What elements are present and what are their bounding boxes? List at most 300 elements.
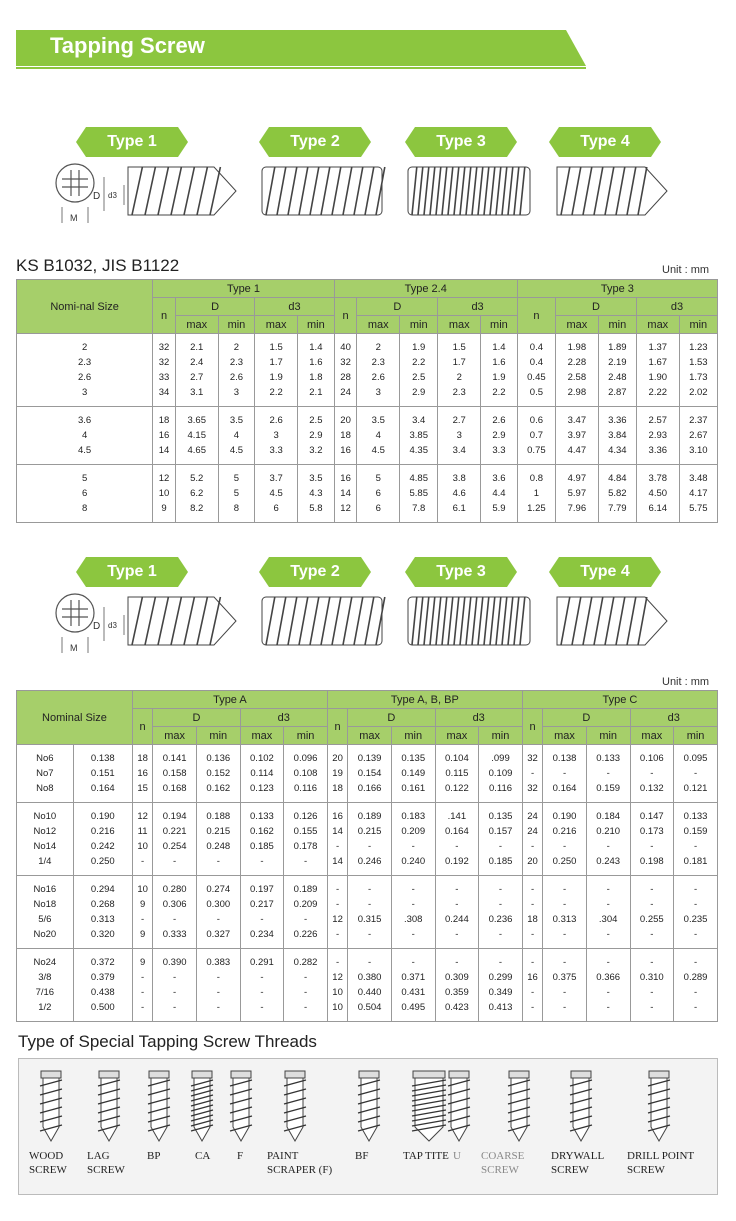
table-cell: - <box>543 985 587 1000</box>
table-cell: 0.217 <box>240 897 284 912</box>
table-cell: 0.274 <box>196 876 240 898</box>
table-cell: 0.114 <box>240 766 284 781</box>
table-cell: 3.78 <box>636 465 679 487</box>
thread-11-icon <box>570 1071 592 1141</box>
table-cell: 4.47 <box>556 443 599 465</box>
table-cell: - <box>240 985 284 1000</box>
table-cell: 2.93 <box>636 428 679 443</box>
d-header: D <box>175 298 254 316</box>
table-cell: 8 <box>17 501 153 523</box>
table-cell: 9 <box>153 501 176 523</box>
table-cell: 4.85 <box>400 465 438 487</box>
table-cell: 0.109 <box>479 766 523 781</box>
table-row <box>17 428 718 443</box>
table-cell: 2.02 <box>679 385 717 407</box>
table-row <box>17 876 718 898</box>
table-cell: - <box>543 766 587 781</box>
table-cell: 0.327 <box>196 927 240 949</box>
thread-label-line2: SCREW <box>87 1164 125 1176</box>
table-cell: 0.440 <box>348 985 392 1000</box>
table-cell: - <box>435 839 479 854</box>
group-header-3: Type 3 <box>517 280 717 298</box>
table-cell: 0.194 <box>153 803 197 825</box>
table-cell: 20 <box>327 745 347 767</box>
thread-label-9 <box>453 1149 461 1163</box>
table-cell: 0.215 <box>348 824 392 839</box>
table-cell: No12 <box>17 824 74 839</box>
table-cell: 2.3 <box>438 385 481 407</box>
table-cell: - <box>348 876 392 898</box>
table-cell: 0.250 <box>543 854 587 876</box>
table-cell: 4.5 <box>357 443 400 465</box>
table-cell: 1.5 <box>255 334 298 356</box>
table-cell: 1.7 <box>255 355 298 370</box>
table-cell: 0.102 <box>240 745 284 767</box>
table-cell: 0.300 <box>196 897 240 912</box>
table-cell: - <box>479 927 523 949</box>
table-cell: 16 <box>334 443 357 465</box>
table-cell: - <box>522 1000 542 1022</box>
table-cell: 0.138 <box>543 745 587 767</box>
table-cell: 0.133 <box>240 803 284 825</box>
table-cell: - <box>284 985 328 1000</box>
table-row <box>17 970 718 985</box>
table-cell: 1.37 <box>636 334 679 356</box>
thread-label-line1: BF <box>355 1150 369 1162</box>
table-cell: - <box>543 927 587 949</box>
table-row <box>17 407 718 429</box>
table-cell: - <box>391 839 435 854</box>
table-cell: 2.22 <box>636 385 679 407</box>
n-header: n <box>327 709 347 745</box>
table-cell: 4 <box>218 428 255 443</box>
table-cell: 16 <box>327 803 347 825</box>
table-cell: - <box>240 1000 284 1022</box>
table-row <box>17 985 718 1000</box>
table-cell: 3.85 <box>400 428 438 443</box>
d-header: D <box>556 298 637 316</box>
table-cell: 18 <box>522 912 542 927</box>
table-cell: 0.115 <box>435 766 479 781</box>
table-cell: - <box>479 876 523 898</box>
type-1-label: Type 1 <box>107 563 157 580</box>
table-cell: 14 <box>334 486 357 501</box>
table-cell: 3.6 <box>17 407 153 429</box>
dim-d3-label: d3 <box>108 621 117 630</box>
table-cell: 5.2 <box>175 465 218 487</box>
table-cell: 0.243 <box>586 854 630 876</box>
table-cell: 0.108 <box>284 766 328 781</box>
table-cell: 0.209 <box>284 897 328 912</box>
table-cell: 9 <box>132 927 152 949</box>
table-cell: 5.82 <box>598 486 636 501</box>
table-cell: - <box>348 949 392 971</box>
min-header: min <box>586 727 630 745</box>
table-cell: 0.095 <box>674 745 718 767</box>
thread-label-6 <box>267 1149 332 1177</box>
max-header: max <box>630 727 674 745</box>
table-cell: 18 <box>327 781 347 803</box>
table-cell: 3 <box>17 385 153 407</box>
table-cell: 2.19 <box>598 355 636 370</box>
thread-label-line1: TAP TITE <box>403 1150 449 1162</box>
table-row <box>17 465 718 487</box>
d-header: D <box>357 298 438 316</box>
table-cell: 6.14 <box>636 501 679 523</box>
table-cell: 3.47 <box>556 407 599 429</box>
table-cell: 12 <box>327 970 347 985</box>
table-cell: 16 <box>334 465 357 487</box>
table-cell: 2.3 <box>218 355 255 370</box>
table-cell: 0.192 <box>435 854 479 876</box>
table-cell: - <box>391 876 435 898</box>
screw-type-2-icon <box>262 167 385 215</box>
thread-label-12 <box>627 1149 694 1177</box>
table-cell: - <box>543 876 587 898</box>
table-cell: 1.4 <box>298 334 335 356</box>
table-cell: No7 <box>17 766 74 781</box>
table-cell: 0.116 <box>479 781 523 803</box>
table-cell: 0.366 <box>586 970 630 985</box>
thread-5-icon <box>230 1071 252 1141</box>
thread-label-5 <box>237 1149 243 1163</box>
thread-illustrations <box>19 1059 717 1149</box>
table-cell: 10 <box>132 839 152 854</box>
table-cell: 2 <box>357 334 400 356</box>
table-cell: 0.155 <box>284 824 328 839</box>
table-cell: 34 <box>153 385 176 407</box>
table-row <box>17 1000 718 1022</box>
thread-10-icon <box>508 1071 530 1141</box>
table-cell: 1.98 <box>556 334 599 356</box>
table-cell: 4 <box>17 428 153 443</box>
thread-label-line1: PAINT <box>267 1150 299 1162</box>
table-cell: 4.5 <box>17 443 153 465</box>
table-cell: 32 <box>522 781 542 803</box>
table-cell: 7.79 <box>598 501 636 523</box>
thread-8-icon <box>412 1071 446 1141</box>
table-cell: - <box>153 985 197 1000</box>
table-cell: 14 <box>327 824 347 839</box>
max-header: max <box>240 727 284 745</box>
table-cell: 18 <box>153 407 176 429</box>
table-cell: 2.4 <box>175 355 218 370</box>
table-cell: 33 <box>153 370 176 385</box>
table-cell: 3.8 <box>438 465 481 487</box>
table-cell: 5.85 <box>400 486 438 501</box>
table-cell: 0.096 <box>284 745 328 767</box>
d3-header: d3 <box>240 709 327 727</box>
table-cell: - <box>479 839 523 854</box>
thread-label-line1: LAG <box>87 1150 110 1162</box>
n-header: n <box>334 298 357 334</box>
table-cell: 0.173 <box>630 824 674 839</box>
table-cell: 12 <box>153 465 176 487</box>
table-cell: 0.149 <box>391 766 435 781</box>
table-row <box>17 803 718 825</box>
table-row <box>17 385 718 407</box>
table-cell: - <box>153 854 197 876</box>
standard-title: KS B1032, JIS B1122 <box>16 256 180 275</box>
table-cell: 2.67 <box>679 428 717 443</box>
table-cell: 5 <box>17 465 153 487</box>
table-cell: 20 <box>522 854 542 876</box>
thread-label-line2: SCREW <box>627 1164 665 1176</box>
table-cell: 0.116 <box>284 781 328 803</box>
table-cell: 0.183 <box>391 803 435 825</box>
table-cell: - <box>348 897 392 912</box>
min-header: min <box>679 316 717 334</box>
table-cell: 2.7 <box>175 370 218 385</box>
max-header: max <box>357 316 400 334</box>
threads-panel <box>18 1058 718 1195</box>
table-cell: 0.197 <box>240 876 284 898</box>
table-cell: 1.25 <box>517 501 555 523</box>
table-cell: 0.151 <box>73 766 132 781</box>
table-cell: 0.289 <box>674 970 718 985</box>
table-cell: - <box>327 897 347 912</box>
table-row <box>17 781 718 803</box>
table-cell: 0.250 <box>73 854 132 876</box>
min-header: min <box>481 316 518 334</box>
table-cell: 0.413 <box>479 1000 523 1022</box>
table-cell: 2.3 <box>357 355 400 370</box>
title-banner <box>16 30 586 68</box>
table-cell: 9 <box>132 897 152 912</box>
table-cell: 3.84 <box>598 428 636 443</box>
table-row <box>17 334 718 356</box>
table-cell: 18 <box>334 428 357 443</box>
max-header: max <box>543 727 587 745</box>
thread-label-line1: BP <box>147 1150 161 1162</box>
table-cell: 0.6 <box>517 407 555 429</box>
table-cell: 40 <box>334 334 357 356</box>
table-cell: 24 <box>522 803 542 825</box>
table-cell: 6.1 <box>438 501 481 523</box>
table-cell: 3.36 <box>636 443 679 465</box>
table-cell: 2.6 <box>481 407 518 429</box>
table-cell: 1.73 <box>679 370 717 385</box>
table-cell: 0.495 <box>391 1000 435 1022</box>
d-header: D <box>543 709 630 727</box>
table-cell: - <box>196 912 240 927</box>
table-cell: - <box>284 912 328 927</box>
table-cell: - <box>196 1000 240 1022</box>
table-cell: - <box>479 949 523 971</box>
table-row <box>17 355 718 370</box>
table-cell: - <box>630 1000 674 1022</box>
table-cell: 1.8 <box>298 370 335 385</box>
table-cell: 0.136 <box>196 745 240 767</box>
screw-illustrations-1 <box>0 125 736 235</box>
table-cell: 20 <box>334 407 357 429</box>
table-cell: 3.5 <box>218 407 255 429</box>
min-header: min <box>479 727 523 745</box>
table-cell: 1/4 <box>17 854 74 876</box>
table-cell: 0.158 <box>153 766 197 781</box>
max-header: max <box>438 316 481 334</box>
table-cell: No18 <box>17 897 74 912</box>
table-cell: - <box>153 970 197 985</box>
table-cell: 0.8 <box>517 465 555 487</box>
table-cell: - <box>284 1000 328 1022</box>
table-cell: 0.161 <box>391 781 435 803</box>
table-cell: 4.35 <box>400 443 438 465</box>
table-cell: 0.306 <box>153 897 197 912</box>
table-cell: 2.48 <box>598 370 636 385</box>
table-cell: 0.178 <box>284 839 328 854</box>
screw-type-4-icon <box>557 167 667 215</box>
table-cell: No14 <box>17 839 74 854</box>
table-row <box>17 443 718 465</box>
table-cell: 7.8 <box>400 501 438 523</box>
max-header: max <box>435 727 479 745</box>
table-cell: 0.234 <box>240 927 284 949</box>
thread-label-11 <box>551 1149 604 1177</box>
table-cell: 0.216 <box>73 824 132 839</box>
table-cell: 0.282 <box>284 949 328 971</box>
table-cell: No6 <box>17 745 74 767</box>
table-cell: 5/6 <box>17 912 74 927</box>
min-header: min <box>196 727 240 745</box>
screw-head-icon <box>56 164 94 202</box>
table-cell: - <box>435 876 479 898</box>
table-cell: 2.6 <box>255 407 298 429</box>
max-header: max <box>175 316 218 334</box>
table-cell: - <box>630 985 674 1000</box>
table-cell: - <box>479 897 523 912</box>
table-cell: 14 <box>153 443 176 465</box>
type-row-2 <box>0 555 736 665</box>
table-cell: No24 <box>17 949 74 971</box>
table-cell: 4 <box>357 428 400 443</box>
table-cell: 0.135 <box>479 803 523 825</box>
table-cell: 0.438 <box>73 985 132 1000</box>
table-cell: 1.9 <box>400 334 438 356</box>
table-row <box>17 745 718 767</box>
table-cell: 0.390 <box>153 949 197 971</box>
table-cell: 12 <box>327 912 347 927</box>
table-cell: 1 <box>517 486 555 501</box>
table-cell: - <box>196 970 240 985</box>
d-header: D <box>348 709 435 727</box>
table-cell: 2.57 <box>636 407 679 429</box>
thread-label-line2: SCRAPER (F) <box>267 1164 333 1176</box>
table-cell: 32 <box>522 745 542 767</box>
table-cell: - <box>674 985 718 1000</box>
table-cell: 3 <box>438 428 481 443</box>
group-header-3: Type C <box>522 691 717 709</box>
n-header: n <box>132 709 152 745</box>
table-cell: 10 <box>327 1000 347 1022</box>
thread-9-icon <box>448 1071 470 1141</box>
table-cell: 5 <box>357 465 400 487</box>
table-cell: 0.244 <box>435 912 479 927</box>
table-cell: 2.6 <box>357 370 400 385</box>
table-cell: 3 <box>255 428 298 443</box>
table-cell: 2.37 <box>679 407 717 429</box>
table-cell: 0.157 <box>479 824 523 839</box>
thread-6-icon <box>284 1071 306 1141</box>
type-2-label: Type 2 <box>290 563 340 580</box>
table-cell: 0.383 <box>196 949 240 971</box>
table-cell: 14 <box>327 854 347 876</box>
table-cell: - <box>543 897 587 912</box>
min-header: min <box>674 727 718 745</box>
table-cell: 3.4 <box>400 407 438 429</box>
table-cell: - <box>586 949 630 971</box>
table-cell: .141 <box>435 803 479 825</box>
table-cell: 0.236 <box>479 912 523 927</box>
table-cell: 0.372 <box>73 949 132 971</box>
table-cell: 2.5 <box>298 407 335 429</box>
table-cell: 6.2 <box>175 486 218 501</box>
thread-label-line2: SCREW <box>481 1164 519 1176</box>
table-cell: 3 <box>357 385 400 407</box>
thread-label-line2: SCREW <box>29 1164 67 1176</box>
table-cell: 0.188 <box>196 803 240 825</box>
table-cell: 4.50 <box>636 486 679 501</box>
table-cell: 1.67 <box>636 355 679 370</box>
table-cell: 3.48 <box>679 465 717 487</box>
table-cell: 0.349 <box>479 985 523 1000</box>
table-cell: 2.9 <box>298 428 335 443</box>
table-cell: 1.6 <box>481 355 518 370</box>
table-cell: .308 <box>391 912 435 927</box>
table-cell: - <box>674 927 718 949</box>
table-cell: 0.4 <box>517 334 555 356</box>
table-cell: - <box>586 766 630 781</box>
table-cell: 3.4 <box>438 443 481 465</box>
table-cell: 0.226 <box>284 927 328 949</box>
table-cell: 2.6 <box>218 370 255 385</box>
table-cell: 0.216 <box>543 824 587 839</box>
group-header-2: Type A, B, BP <box>327 691 522 709</box>
table-cell: 0.500 <box>73 1000 132 1022</box>
table-cell: 4.15 <box>175 428 218 443</box>
max-header: max <box>255 316 298 334</box>
table-cell: 5.8 <box>298 501 335 523</box>
table-cell: 1.9 <box>481 370 518 385</box>
group-header-1: Type 1 <box>153 280 335 298</box>
table-cell: 0.246 <box>348 854 392 876</box>
table-cell: 5 <box>218 465 255 487</box>
table-cell: 0.123 <box>240 781 284 803</box>
table-cell: .304 <box>586 912 630 927</box>
table-cell: - <box>674 766 718 781</box>
table-cell: 3 <box>218 385 255 407</box>
table-cell: - <box>391 897 435 912</box>
table-cell: 0.313 <box>543 912 587 927</box>
table-cell: 0.242 <box>73 839 132 854</box>
table-cell: - <box>435 949 479 971</box>
table-cell: 3.10 <box>679 443 717 465</box>
table-cell: No8 <box>17 781 74 803</box>
max-header: max <box>153 727 197 745</box>
table-cell: 0.147 <box>630 803 674 825</box>
table-cell: 0.215 <box>196 824 240 839</box>
table-cell: 0.159 <box>586 781 630 803</box>
table-cell: 0.190 <box>543 803 587 825</box>
table-cell: 0.198 <box>630 854 674 876</box>
table-cell: 0.210 <box>586 824 630 839</box>
table-cell: - <box>674 897 718 912</box>
table-cell: - <box>586 839 630 854</box>
screw-type-2-icon <box>262 597 385 645</box>
thread-label-8 <box>403 1149 449 1163</box>
table-cell: 1/2 <box>17 1000 74 1022</box>
table-cell: 0.309 <box>435 970 479 985</box>
